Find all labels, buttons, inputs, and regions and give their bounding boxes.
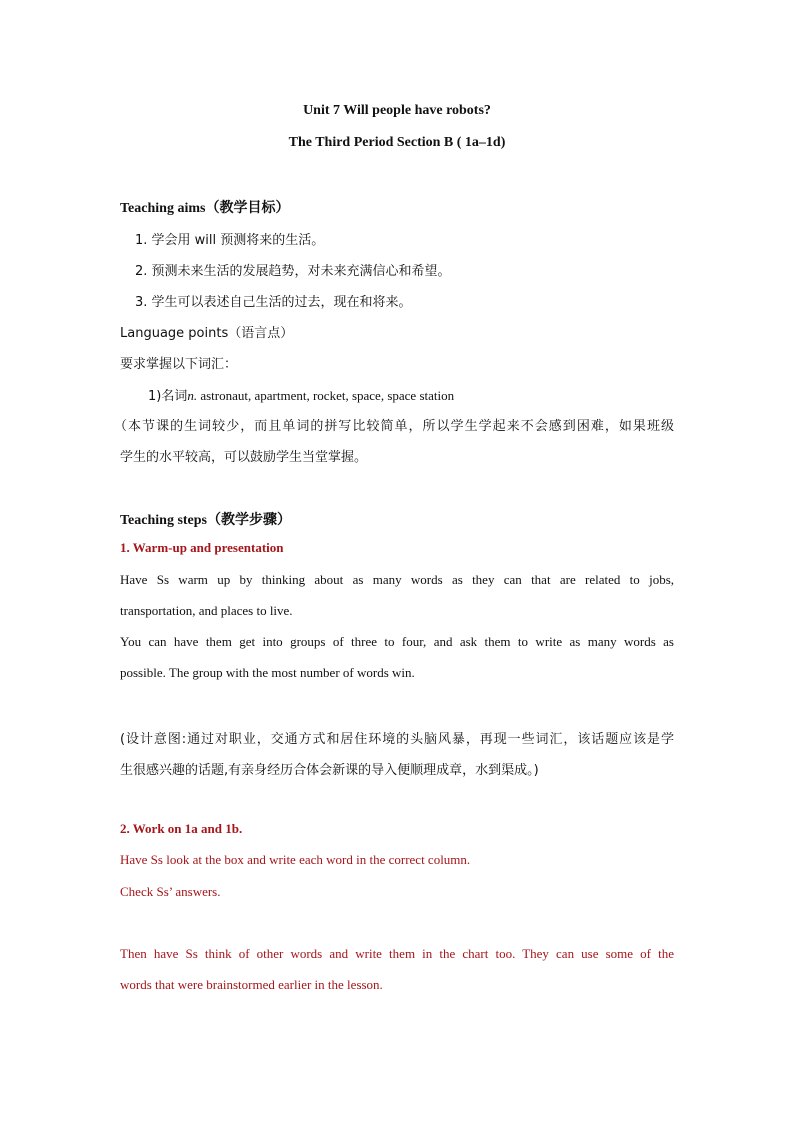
design-note-line2: 生很感兴趣的话题,有亲身经历合体会新课的导入便顺理成章，水到渠成。) [120, 763, 539, 778]
vocab-note-line-2: 学生的水平较高，可以鼓励学生当堂掌握。 [120, 450, 368, 465]
step1-title: 1. Warm-up and presentation [120, 540, 284, 555]
aim-item-3: 3. 学生可以表述自己生活的过去，现在和将来。 [135, 295, 412, 310]
aim-item-1: 1. 学会用 will 预测将来的生活。 [135, 233, 325, 248]
nouns-line [148, 385, 454, 404]
unit-title: Unit 7 Will people have robots? [303, 103, 491, 118]
step1-paragraph1-line1: Have Ss warm up by thinking about as many words as they can that are related to jobs, [120, 572, 674, 587]
vocab-requirement: 要求掌握以下词汇： [120, 357, 238, 372]
step1-paragraph2-line2: possible. The group with the most number of words win. [120, 665, 415, 680]
aim-item-2: 2. 预测未来生活的发展趋势，对未来充满信心和希望。 [135, 264, 451, 279]
step2-line1: Have Ss look at the box and write each word in the correct column. [120, 852, 471, 867]
step1-paragraph2-line1: You can have them get into groups of three to four, and ask them to write as many words as [120, 634, 674, 649]
step1-paragraph1-line2: transportation, and places to live. [120, 603, 293, 618]
teaching-steps-heading: Teaching steps（教学步骤） [120, 513, 292, 528]
period-title: The Third Period Section B ( 1a–1d) [288, 135, 506, 150]
nouns-list: astronaut, apartment, rocket, space, space station [197, 388, 455, 403]
nouns-pos: n. [187, 388, 198, 403]
language-points-heading: Language points（语言点） [120, 326, 294, 341]
teaching-aims-heading: Teaching aims（教学目标） [120, 201, 290, 216]
step2-line2: Check Ss’ answers. [120, 884, 221, 899]
nouns-prefix: 1)名词 [148, 389, 188, 404]
vocab-note-line-1: （本节课的生词较少，而且单词的拼写比较简单，所以学生学起来不会感到困难，如果班级 [114, 419, 674, 434]
step2-paragraph-line2: words that were brainstormed earlier in the lesson. [120, 977, 383, 992]
step2-paragraph-line1: Then have Ss think of other words and write them in the chart too. They can use some of the [120, 946, 674, 961]
step2-title: 2. Work on 1a and 1b. [120, 821, 243, 836]
design-note-line1: (设计意图:通过对职业，交通方式和居住环境的头脑风暴，再现一些词汇，该话题应该是学 [120, 732, 674, 747]
